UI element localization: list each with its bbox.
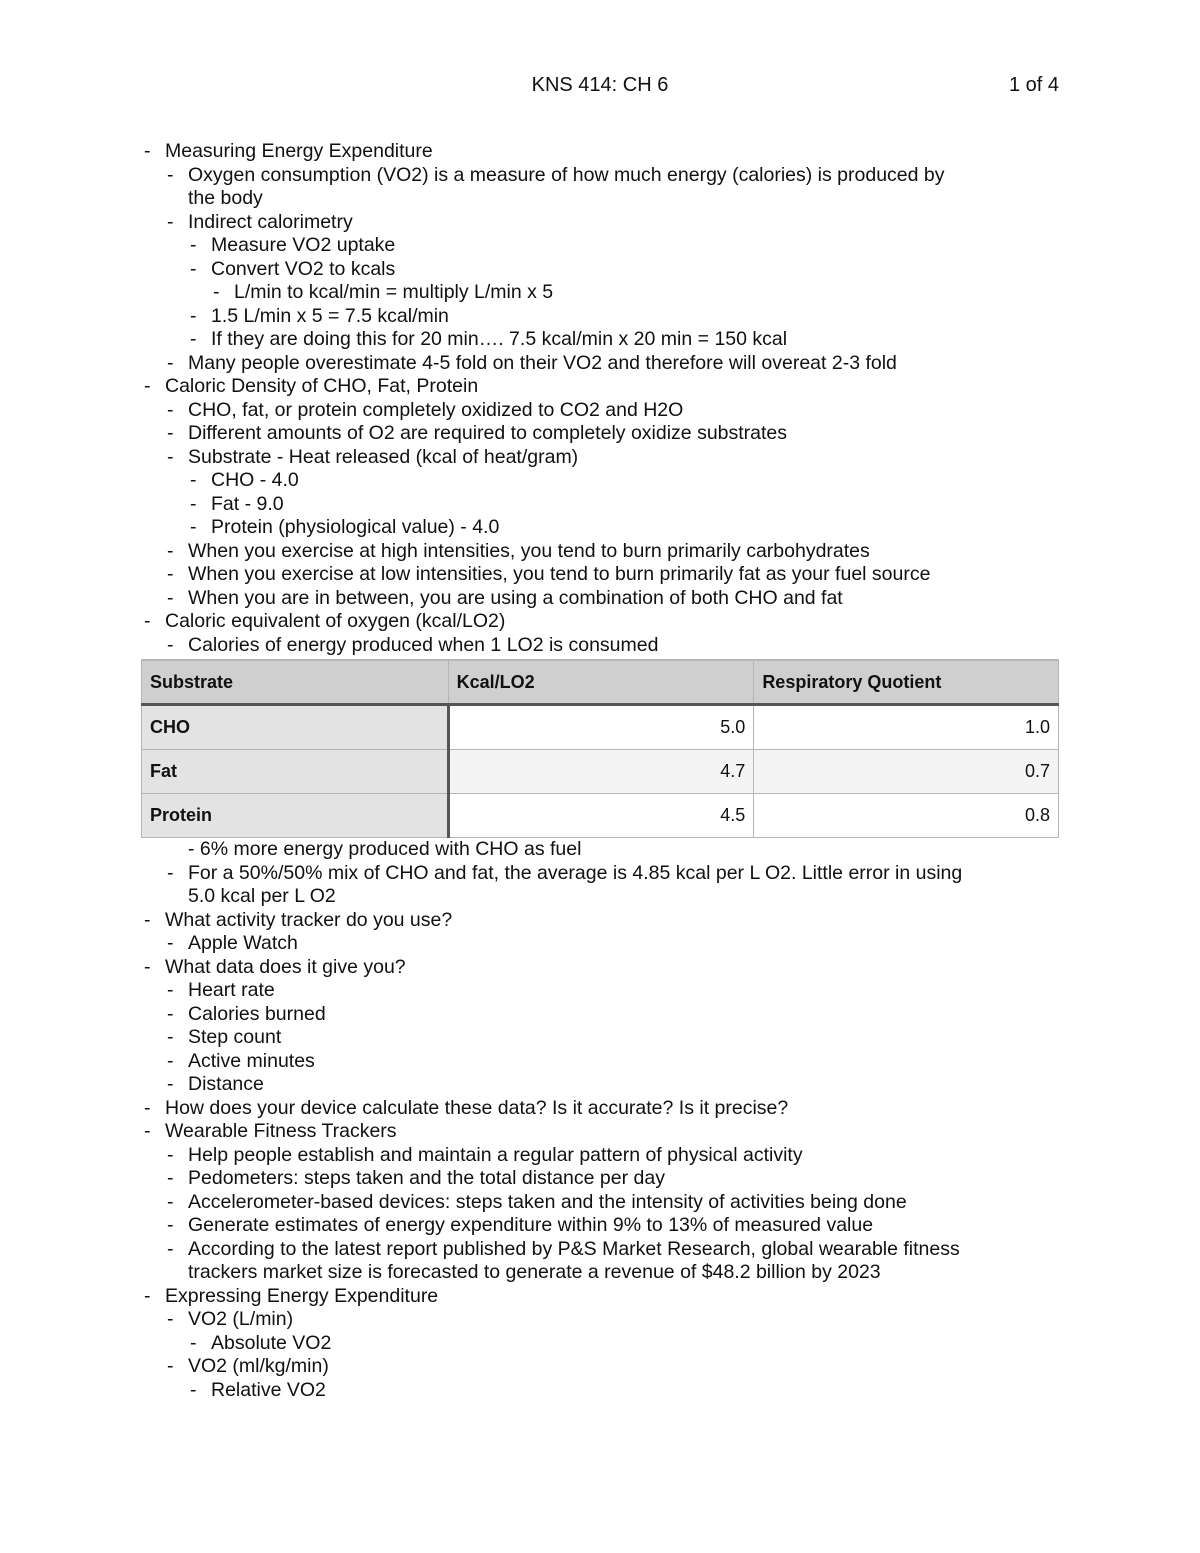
list-item-continuation — [165, 187, 1062, 211]
list-item: - 6% more energy produced with CHO as fuel — [188, 838, 582, 860]
row-label: Protein — [142, 794, 449, 838]
cell-rq: 0.7 — [754, 750, 1059, 794]
notes-outline-continued — [142, 838, 1062, 1402]
list-item: - What data does it give you? — [142, 956, 1062, 980]
list-item: - Accelerometer-based devices: steps taken and the intensity of activities being done — [165, 1191, 1062, 1215]
cell-kcal: 5.0 — [448, 705, 754, 750]
list-item: - Relative VO2 — [188, 1379, 1062, 1403]
list-item: - Many people overestimate 4-5 fold on their VO2 and therefore will overeat 2-3 fold — [165, 352, 1062, 376]
list-item: - CHO - 4.0 — [188, 469, 1062, 493]
list-item: - Expressing Energy Expenditure — [142, 1285, 1062, 1309]
list-item-text: trackers market size is forecasted to generate a revenue of $48.2 billion by 2023 — [188, 1261, 881, 1283]
column-header-kcal: Kcal/LO2 — [448, 660, 754, 705]
table-row — [142, 794, 1059, 838]
list-item: - What activity tracker do you use? — [142, 909, 1062, 933]
list-item: - Calories burned — [165, 1003, 1062, 1027]
list-item-continuation — [165, 885, 1062, 909]
list-item: - Help people establish and maintain a regular pattern of physical activity — [165, 1144, 1062, 1168]
column-header-rq: Respiratory Quotient — [754, 660, 1059, 705]
list-item: - When you are in between, you are using a combination of both CHO and fat — [165, 587, 1062, 611]
list-item: - Heart rate — [165, 979, 1062, 1003]
cell-rq: 1.0 — [754, 705, 1059, 750]
list-item-text: 5.0 kcal per L O2 — [188, 885, 336, 907]
cell-kcal: 4.5 — [448, 794, 754, 838]
list-item: - Protein (physiological value) - 4.0 — [188, 516, 1062, 540]
list-item: - When you exercise at low intensities, you tend to burn primarily fat as your fuel source — [165, 563, 1062, 587]
list-item-continuation — [165, 1261, 1062, 1285]
list-item: - Wearable Fitness Trackers — [142, 1120, 1062, 1144]
list-item-text: the body — [188, 187, 263, 209]
list-item: - Measure VO2 uptake — [188, 234, 1062, 258]
list-item: - Measuring Energy Expenditure — [142, 140, 1062, 164]
cell-kcal: 4.7 — [448, 750, 754, 794]
cell-rq: 0.8 — [754, 794, 1059, 838]
list-item: - Indirect calorimetry — [165, 211, 1062, 235]
row-label: Fat — [142, 750, 449, 794]
notes-content — [142, 140, 1062, 1402]
list-item: - Substrate - Heat released (kcal of heat/gram) — [165, 446, 1062, 470]
list-item: - CHO, fat, or protein completely oxidized to CO2 and H2O — [165, 399, 1062, 423]
table-row — [142, 705, 1059, 750]
table-header-row — [142, 660, 1059, 705]
list-item: - L/min to kcal/min = multiply L/min x 5 — [211, 281, 1062, 305]
list-item: - Different amounts of O2 are required to completely oxidize substrates — [165, 422, 1062, 446]
list-item: - VO2 (L/min) — [165, 1308, 1062, 1332]
list-item: - For a 50%/50% mix of CHO and fat, the average is 4.85 kcal per L O2. Little error in using — [165, 862, 1062, 886]
list-item: - Pedometers: steps taken and the total distance per day — [165, 1167, 1062, 1191]
list-item: - How does your device calculate these data? Is it accurate? Is it precise? — [142, 1097, 1062, 1121]
list-item: - Oxygen consumption (VO2) is a measure of how much energy (calories) is produced by — [165, 164, 1062, 188]
list-item: - Absolute VO2 — [188, 1332, 1062, 1356]
list-item: - 1.5 L/min x 5 = 7.5 kcal/min — [188, 305, 1062, 329]
page-header — [0, 72, 1200, 98]
list-item: - Convert VO2 to kcals — [188, 258, 1062, 282]
list-item: - Caloric equivalent of oxygen (kcal/LO2) — [142, 610, 1062, 634]
list-item: - Calories of energy produced when 1 LO2 is consumed — [165, 634, 1062, 658]
table-row — [142, 750, 1059, 794]
row-label: CHO — [142, 705, 449, 750]
list-item: - VO2 (ml/kg/min) — [165, 1355, 1062, 1379]
list-item: - Active minutes — [165, 1050, 1062, 1074]
list-item: - Apple Watch — [165, 932, 1062, 956]
list-item: - Step count — [165, 1026, 1062, 1050]
column-header-substrate: Substrate — [142, 660, 449, 705]
document-title: KNS 414: CH 6 — [531, 74, 669, 96]
list-item: - Fat - 9.0 — [188, 493, 1062, 517]
list-item: - Generate estimates of energy expenditure within 9% to 13% of measured value — [165, 1214, 1062, 1238]
list-item: - If they are doing this for 20 min…. 7.5 kcal/min x 20 min = 150 kcal — [188, 328, 1062, 352]
list-item: - According to the latest report published by P&S Market Research, global wearable fitness — [165, 1238, 1062, 1262]
list-item: - When you exercise at high intensities, you tend to burn primarily carbohydrates — [165, 540, 1062, 564]
page-number: 1 of 4 — [1008, 74, 1059, 96]
list-item: - Distance — [165, 1073, 1062, 1097]
list-item: - Caloric Density of CHO, Fat, Protein — [142, 375, 1062, 399]
caloric-equivalent-table — [141, 659, 1059, 838]
notes-outline — [142, 140, 1062, 657]
